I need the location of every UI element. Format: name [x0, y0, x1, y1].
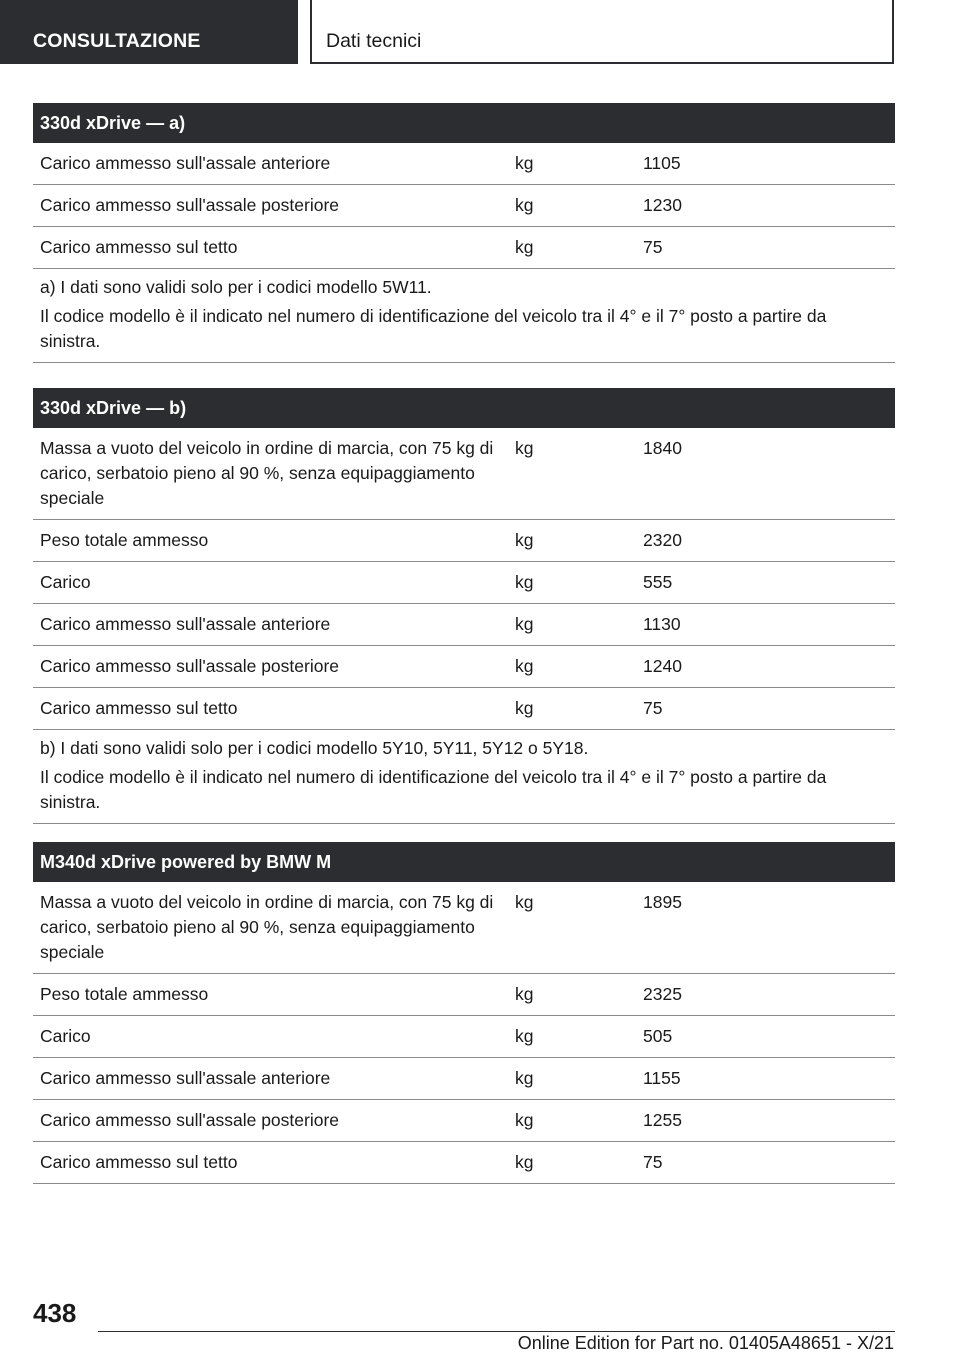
row-value: 1155 [643, 1068, 681, 1088]
row-unit: kg [515, 984, 534, 1004]
section-tab: CONSULTAZIONE [0, 0, 298, 64]
row-label: Massa a vuoto del veicolo in ordine di marcia, con 75 kg di carico, serbatoio pieno al 90 %, senza equipaggiamento speciale [40, 438, 494, 508]
table-title: 330d xDrive — a) [33, 103, 895, 143]
row-value: 1840 [643, 438, 682, 458]
table-row [33, 1058, 895, 1100]
row-unit: kg [515, 1026, 534, 1046]
footnote-line: b) I dati sono validi solo per i codici modello 5Y10, 5Y11, 5Y12 o 5Y18. [40, 738, 589, 758]
spec-table-m340d [33, 842, 895, 1184]
row-value: 1105 [643, 153, 681, 173]
row-label: Carico ammesso sull'assale anteriore [40, 614, 331, 634]
row-value: 75 [643, 698, 663, 718]
table-row [33, 143, 895, 185]
row-unit: kg [515, 1110, 534, 1130]
row-unit: kg [515, 1068, 534, 1088]
edition-note: Online Edition for Part no. 01405A48651 - X/21 [517, 1333, 894, 1353]
row-label: Carico ammesso sul tetto [40, 698, 238, 718]
row-unit: kg [515, 656, 534, 676]
row-value: 1230 [643, 195, 682, 215]
row-value: 555 [643, 572, 673, 592]
table-row [33, 520, 895, 562]
table-row [33, 604, 895, 646]
row-label: Carico [40, 1026, 91, 1046]
row-unit: kg [515, 438, 534, 458]
row-unit: kg [515, 698, 534, 718]
table-row [33, 227, 895, 269]
spec-table-330d-a [33, 103, 895, 363]
footnote-line: a) I dati sono validi solo per i codici modello 5W11. [40, 277, 432, 297]
table-title: 330d xDrive — b) [33, 388, 895, 428]
row-unit: kg [515, 892, 534, 912]
row-label: Carico ammesso sull'assale anteriore [40, 153, 331, 173]
row-label: Carico ammesso sull'assale posteriore [40, 1110, 340, 1130]
row-unit: kg [515, 195, 534, 215]
row-value: 2320 [643, 530, 682, 550]
table-row [33, 428, 895, 520]
row-label: Carico [40, 572, 91, 592]
row-unit: kg [515, 1152, 534, 1172]
footnote-line: Il codice modello è il indicato nel numero di identificazione del veicolo tra il 4° e il 7° posto a partire da sinistra. [40, 767, 827, 812]
chapter-title: Dati tecnici [310, 0, 894, 64]
row-value: 75 [643, 1152, 663, 1172]
page-number: 438 [33, 1298, 77, 1328]
row-value: 505 [643, 1026, 673, 1046]
row-unit: kg [515, 530, 534, 550]
row-value: 75 [643, 237, 663, 257]
table-title: M340d xDrive powered by BMW M [33, 842, 895, 882]
row-label: Carico ammesso sull'assale posteriore [40, 656, 340, 676]
row-value: 2325 [643, 984, 682, 1004]
row-label: Carico ammesso sul tetto [40, 1152, 238, 1172]
footer-divider [98, 1331, 895, 1332]
table-row [33, 646, 895, 688]
row-unit: kg [515, 237, 534, 257]
table-row [33, 688, 895, 730]
row-value: 1130 [643, 614, 681, 634]
table-row [33, 974, 895, 1016]
table-row [33, 882, 895, 974]
row-label: Carico ammesso sull'assale anteriore [40, 1068, 331, 1088]
row-label: Carico ammesso sull'assale posteriore [40, 195, 340, 215]
table-row [33, 1016, 895, 1058]
table-row [33, 562, 895, 604]
footnote-line: Il codice modello è il indicato nel numero di identificazione del veicolo tra il 4° e il 7° posto a partire da sinistra. [40, 306, 827, 351]
row-unit: kg [515, 153, 534, 173]
row-value: 1240 [643, 656, 682, 676]
table-footnote [33, 269, 895, 363]
table-row [33, 1142, 895, 1184]
row-label: Massa a vuoto del veicolo in ordine di marcia, con 75 kg di carico, serbatoio pieno al 90 %, senza equipaggiamento speciale [40, 892, 494, 962]
table-row [33, 1100, 895, 1142]
row-value: 1255 [643, 1110, 682, 1130]
spec-table-330d-b [33, 388, 895, 824]
row-value: 1895 [643, 892, 682, 912]
row-label: Peso totale ammesso [40, 984, 209, 1004]
row-unit: kg [515, 572, 534, 592]
row-label: Carico ammesso sul tetto [40, 237, 238, 257]
table-footnote [33, 730, 895, 824]
row-unit: kg [515, 614, 534, 634]
table-row [33, 185, 895, 227]
row-label: Peso totale ammesso [40, 530, 209, 550]
